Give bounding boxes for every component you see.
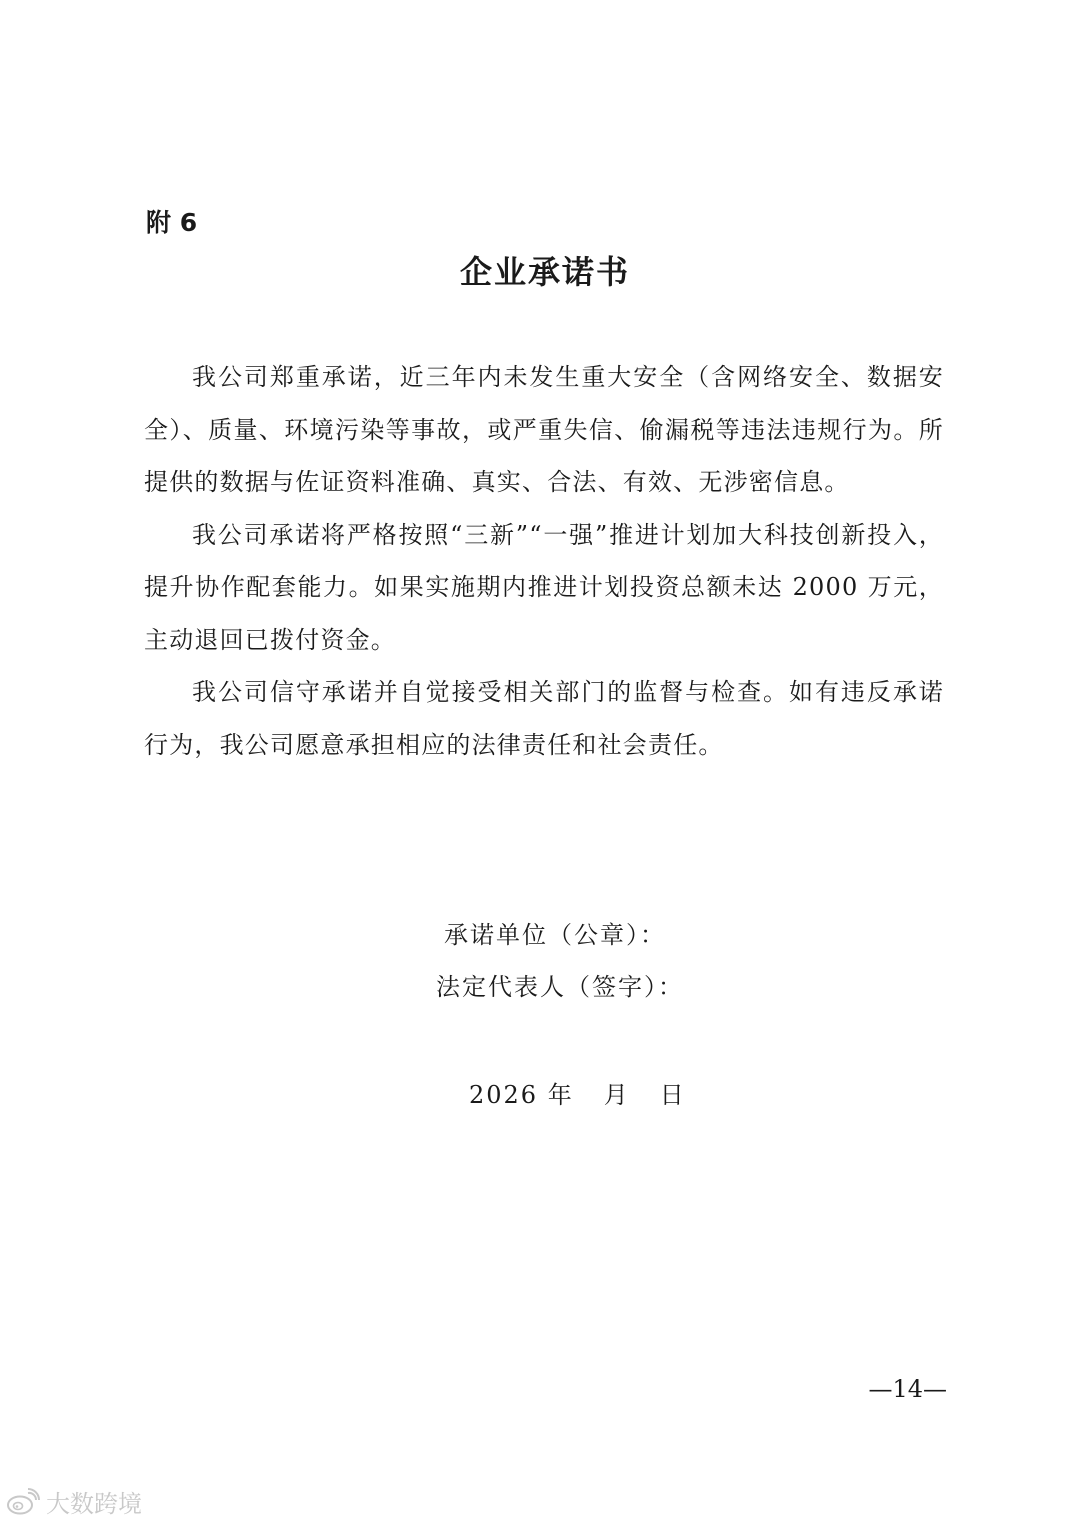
date-month: 月 xyxy=(603,1081,630,1109)
weibo-logo-icon xyxy=(6,1488,40,1516)
signature-unit-label: 承诺单位（公章）： xyxy=(444,921,666,949)
paragraph-commitment-safety: 我公司郑重承诺，近三年内未发生重大安全（含网络安全、数据安全）、质量、环境污染等事故，或严重失信、偷漏税等违法违规行为。所提供的数据与佐证资料准确、真实、合法、有效、无涉密信息。 xyxy=(144,363,944,496)
watermark xyxy=(6,1484,142,1519)
document-title: 企业承诺书 xyxy=(459,253,630,291)
date-year: 2026 年 xyxy=(469,1081,574,1109)
document-body xyxy=(144,351,944,771)
paragraph-commitment-supervision: 我公司信守承诺并自觉接受相关部门的监督与检查。如有违反承诺行为，我公司愿意承担相应的法律责任和社会责任。 xyxy=(144,678,944,759)
paragraph-commitment-investment: 我公司承诺将严格按照“三新”“一强”推进计划加大科技创新投入，提升协作配套能力。如果实施期内推进计划投资总额未达 2000 万元，主动退回已拨付资金。 xyxy=(144,520,944,654)
page-number: —14— xyxy=(868,1375,947,1403)
attachment-label: 附 6 xyxy=(146,208,198,237)
signature-representative-label: 法定代表人（签字）： xyxy=(436,973,684,1001)
date-line xyxy=(469,1073,686,1117)
watermark-text: 大数跨境 xyxy=(46,1490,142,1518)
date-day: 日 xyxy=(659,1081,686,1109)
